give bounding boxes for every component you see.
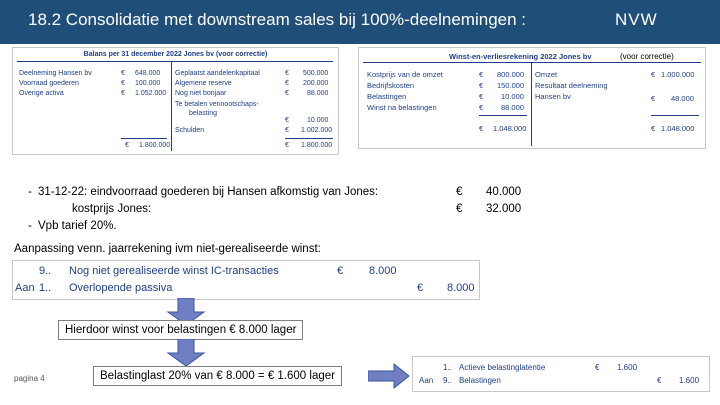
pnl-panel [358, 47, 706, 149]
balance-center-rule [171, 61, 172, 151]
down-arrow-icon [166, 339, 206, 367]
balance-left-cur: € [121, 80, 125, 87]
balance-left-cur: € [121, 70, 125, 77]
balance-sheet-panel [12, 47, 339, 155]
slide-title: 18.2 Consolidatie met downstream sales bij 100%-deelnemingen : [28, 10, 527, 29]
pnl-header-rule [363, 62, 701, 63]
pnl-left-label: Kostprijs van de omzet [367, 70, 443, 79]
pnl-right-label: Omzet [535, 70, 558, 79]
journal2-code: 1.. [443, 363, 452, 372]
pnl-left-amount: 10.000 [501, 92, 524, 101]
balance-left-label: Deelneming Hansen bv [19, 70, 92, 77]
balance-total-left-cur: € [125, 142, 129, 149]
journal2-label: Belastingen [459, 376, 501, 385]
pnl-total-right-cur: € [651, 124, 656, 133]
journal-code: 9.. [39, 265, 52, 277]
journal-entry-box [12, 260, 480, 300]
balance-total-right: 1.800.000 [301, 142, 333, 149]
tax-journal-box [412, 356, 710, 392]
balance-left-label: Voorraad goederen [19, 80, 79, 87]
pnl-right-label: Hansen bv [535, 92, 571, 101]
balance-total-right-cur: € [285, 142, 289, 149]
balance-total-rule-right [285, 138, 333, 139]
balance-right-label: Te betalen vennootschaps- [175, 101, 259, 108]
balance-left-amount: 1.052.000 [135, 90, 167, 97]
balance-right-amount: 1.002.000 [301, 127, 333, 134]
pnl-left-amount: 800.000 [497, 70, 525, 79]
balance-right-cur: € [285, 127, 289, 134]
journal-code: 1.. [39, 282, 52, 294]
balance-right-label: Schulden [175, 127, 205, 134]
bullet-amount: 32.000 [486, 203, 522, 215]
balance-right-cur: € [285, 90, 289, 97]
journal-cur: € [417, 282, 424, 294]
pnl-left-cur: € [479, 103, 484, 112]
pnl-center-rule [531, 62, 532, 146]
balance-left-cur: € [121, 90, 125, 97]
pnl-total-rule-left [479, 115, 527, 116]
pnl-left-cur: € [479, 70, 484, 79]
pnl-total-right: 1.048.000 [661, 124, 695, 133]
balance-left-label: Overige activa [19, 90, 64, 97]
journal2-code: 9.. [443, 376, 452, 385]
balance-right-cur: € [285, 117, 289, 124]
pnl-note: (voor correctie) [620, 52, 674, 61]
pnl-right-amount: 1.000.000 [661, 70, 695, 79]
pnl-title: Winst-en-verliesrekening 2022 Jones bv [449, 52, 592, 61]
pnl-right-label: Resultaat deelneming [535, 81, 608, 90]
balance-right-label: Geplaatst aandelenkapitaal [175, 70, 260, 77]
balance-right-amount: 88.000 [307, 90, 329, 97]
callout-profit-lower: Hierdoor winst voor belastingen € 8.000 lager [58, 320, 303, 340]
page-label: pagina 4 [14, 374, 45, 383]
pnl-right-cur: € [651, 70, 656, 79]
right-arrow-icon [368, 363, 410, 389]
pnl-left-amount: 88.000 [501, 103, 524, 112]
bullet-text: kostprijs Jones: [72, 203, 152, 215]
pnl-total-left: 1.048.000 [493, 124, 527, 133]
journal-amount: 8.000 [369, 265, 397, 277]
balance-right-label: belasting [189, 110, 218, 117]
journal-amount: 8.000 [447, 282, 475, 294]
balance-total-left: 1.800.000 [139, 142, 171, 149]
balance-title: Balans per 31 december 2022 Jones bv (voor correctie) [83, 51, 268, 58]
bullet-cur: € [456, 203, 463, 215]
brand-label: NVW [615, 10, 658, 29]
pnl-left-label: Belastingen [367, 92, 407, 101]
journal2-cur: € [595, 363, 600, 372]
pnl-left-label: Bedrijfskosten [367, 81, 415, 90]
bullet-dash: - [28, 186, 32, 198]
journal-cur: € [337, 265, 344, 277]
balance-right-label: Algemene reserve [175, 80, 232, 87]
balance-right-amount: 500.000 [303, 70, 329, 77]
pnl-left-cur: € [479, 92, 484, 101]
callout-tax-lower: Belastinglast 20% van € 8.000 = € 1.600 lager [93, 366, 342, 386]
pnl-total-left-cur: € [479, 124, 484, 133]
journal2-prefix: Aan [419, 376, 434, 385]
bullet-text: Vpb tarief 20%. [38, 220, 117, 232]
balance-left-amount: 100.000 [135, 80, 161, 87]
adjust-heading: Aanpassing venn. jaarrekening ivm niet-gerealiseerde winst: [14, 243, 321, 255]
balance-left-amount: 648.000 [135, 70, 161, 77]
balance-right-amount: 10.000 [307, 117, 329, 124]
balance-right-amount: 200.000 [303, 80, 329, 87]
bullet-dash: - [28, 220, 32, 232]
bullet-text: 31-12-22: eindvoorraad goederen bij Hansen afkomstig van Jones: [38, 186, 379, 198]
journal2-amount: 1.600 [617, 363, 638, 372]
journal2-cur: € [657, 376, 662, 385]
pnl-left-amount: 150.000 [497, 81, 525, 90]
balance-right-label: Nog niet bonjaar [175, 90, 227, 97]
journal2-label: Actieve belastinglatentie [459, 363, 546, 372]
balance-header-rule [17, 61, 333, 62]
pnl-left-label: Winst na belastingen [367, 103, 437, 112]
balance-total-rule-left [121, 138, 167, 139]
journal2-amount: 1.600 [679, 376, 700, 385]
pnl-right-amount: 48.000 [671, 94, 694, 103]
bullet-amount: 40.000 [486, 186, 522, 198]
journal-label: Nog niet gerealiseerde winst IC-transacties [69, 265, 279, 277]
bullet-cur: € [456, 186, 463, 198]
journal-label: Overlopende passiva [69, 282, 173, 294]
balance-right-cur: € [285, 70, 289, 77]
pnl-right-cur: € [651, 94, 656, 103]
journal-prefix: Aan [15, 282, 35, 294]
pnl-left-cur: € [479, 81, 484, 90]
pnl-total-rule-right [651, 115, 699, 116]
balance-right-cur: € [285, 80, 289, 87]
